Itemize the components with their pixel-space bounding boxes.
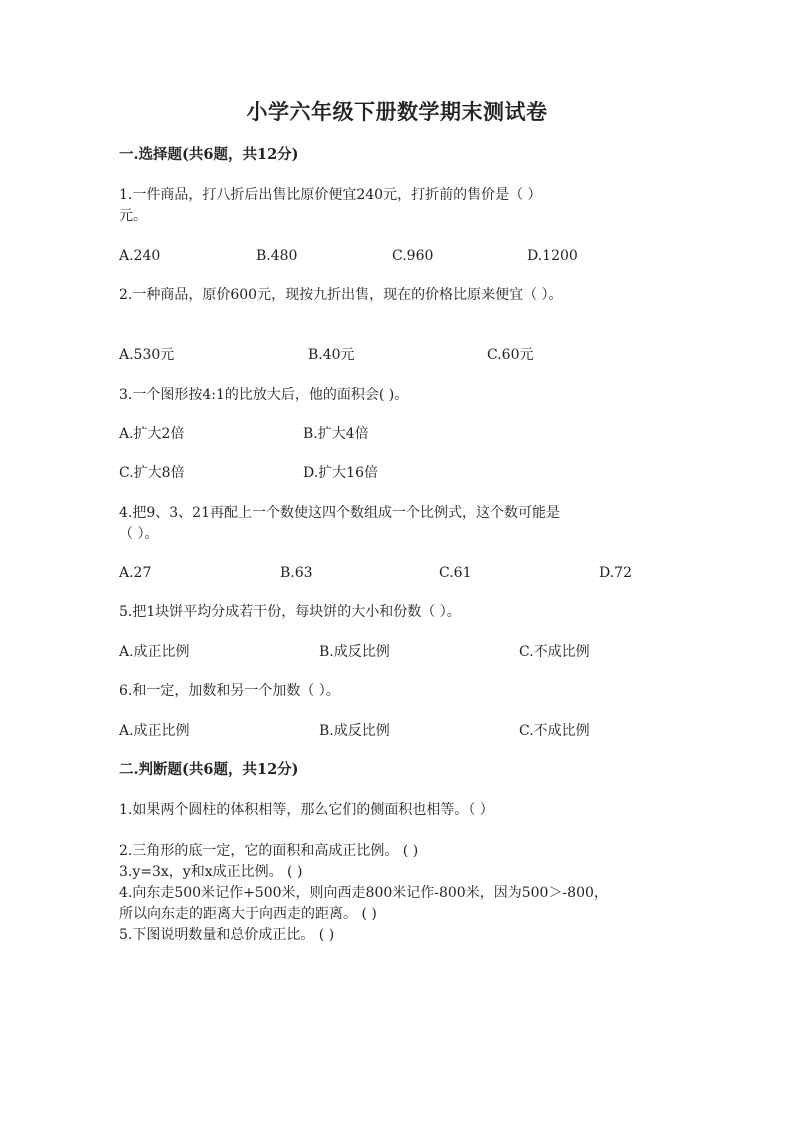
section-heading-choice: 一.选择题(共6题，共12分)	[119, 146, 299, 163]
question-1-option-b: B.480	[256, 248, 298, 264]
question-3-option-c: C.扩大8倍	[119, 465, 185, 481]
question-3-stem: 3.一个图形按4:1的比放大后，他的面积会( )。	[119, 387, 409, 403]
judgement-item-5: 5.下图说明数量和总价成正比。 ( )	[119, 927, 335, 943]
question-1-stem-cont: 元。	[119, 208, 147, 224]
question-5-option-a: A.成正比例	[119, 644, 190, 660]
question-1-option-a: A.240	[119, 248, 161, 264]
question-2-option-b: B.40元	[308, 347, 355, 363]
question-4-stem-cont: （ ）。	[119, 526, 159, 542]
judgement-item-3: 3.y=3x，y和x成正比例。 ( )	[119, 864, 303, 880]
question-3-option-b: B.扩大4倍	[303, 426, 369, 442]
question-2-stem: 2.一种商品，原价600元，现按九折出售，现在的价格比原来便宜（ ）。	[119, 287, 563, 303]
question-2-option-c: C.60元	[487, 347, 534, 363]
question-6-stem: 6.和一定，加数和另一个加数（ ）。	[119, 683, 340, 699]
page-title: 小学六年级下册数学期末测试卷	[246, 99, 548, 124]
judgement-item-4-cont: 所以向东走的距离大于向西走的距离。 ( )	[119, 906, 377, 922]
question-5-option-b: B.成反比例	[319, 644, 390, 660]
question-1-option-d: D.1200	[527, 248, 578, 264]
question-4-stem: 4.把9、3、21再配上一个数使这四个数组成一个比例式，这个数可能是	[119, 505, 560, 521]
question-4-option-b: B.63	[280, 565, 313, 581]
question-3-option-d: D.扩大16倍	[303, 465, 378, 481]
question-1-option-c: C.960	[392, 248, 434, 264]
section-heading-judgement: 二.判断题(共6题，共12分)	[119, 761, 299, 778]
question-3-option-a: A.扩大2倍	[119, 426, 185, 442]
question-6-option-c: C.不成比例	[519, 723, 590, 739]
question-4-option-d: D.72	[599, 565, 632, 581]
question-2-option-a: A.530元	[119, 347, 175, 363]
question-4-option-a: A.27	[119, 565, 152, 581]
question-5-stem: 5.把1块饼平均分成若干份，每块饼的大小和份数（ ）。	[119, 604, 461, 620]
question-1-stem: 1.一件商品，打八折后出售比原价便宜240元，打折前的售价是（ ）	[119, 187, 542, 203]
judgement-item-2: 2.三角形的底一定，它的面积和高成正比例。 ( )	[119, 843, 419, 859]
judgement-item-1: 1.如果两个圆柱的体积相等，那么它们的侧面积也相等。（ ）	[119, 802, 494, 818]
question-6-option-b: B.成反比例	[319, 723, 390, 739]
question-5-option-c: C.不成比例	[519, 644, 590, 660]
judgement-item-4: 4.向东走500米记作+500米，则向西走800米记作-800米，因为500＞-800，	[119, 885, 608, 901]
question-6-option-a: A.成正比例	[119, 723, 190, 739]
question-4-option-c: C.61	[439, 565, 472, 581]
